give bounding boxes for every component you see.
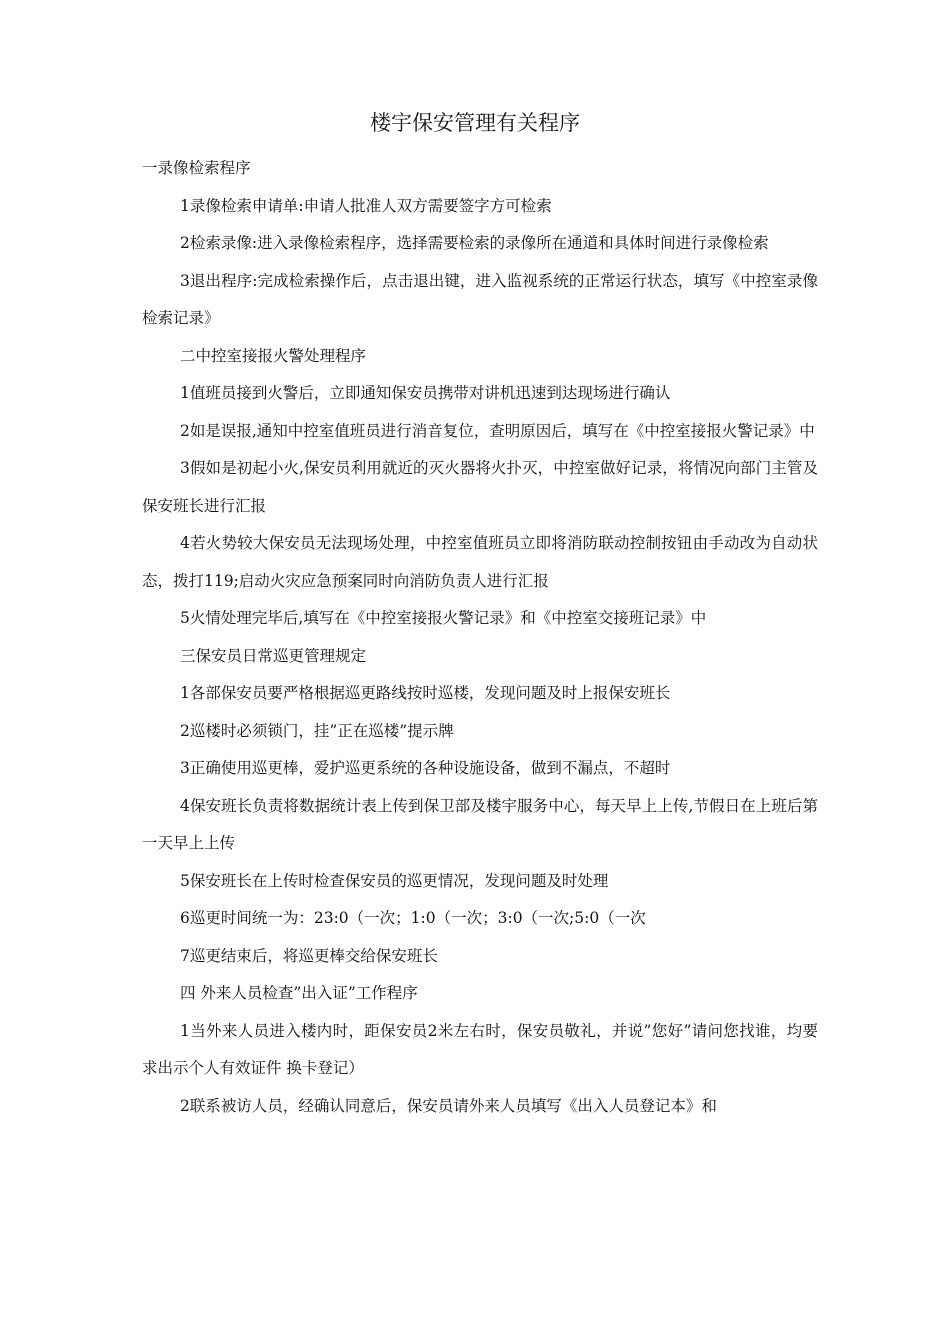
document-paragraph: 6巡更时间统一为：23:0（一次；1:0（一次；3:0（一次;5:0（一次 [180, 909, 646, 927]
document-paragraph: 1录像检索申请单:申请人批准人双方需要签字方可检索 [180, 196, 552, 215]
document-paragraph: 1各部保安员要严格根据巡更路线按时巡楼，发现问题及时上报保安班长 [180, 684, 671, 702]
document-paragraph: 2巡楼时必须锁门，挂”正在巡楼”提示牌 [180, 721, 454, 740]
document-paragraph: 3假如是初起小火,保安员利用就近的灭火器将火扑灭，中控室做好记录，将情况向部门主管及保安班长进行汇报 [142, 459, 818, 515]
document-paragraph: 2如是误报,通知中控室值班员进行消音复位，查明原因后，填写在《中控室接报火警记录》中 [180, 421, 815, 440]
document-paragraph: 四 外来人员检查”出入证”工作程序 [180, 984, 418, 1002]
document-paragraph: 2检索录像:进入录像检索程序，选择需要检索的录像所在通道和具体时间进行录像检索 [180, 234, 769, 252]
document-paragraph: 一录像检索程序 [142, 159, 251, 177]
document-paragraph: 1值班员接到火警后，立即通知保安员携带对讲机迅速到达现场进行确认 [180, 384, 671, 402]
document-paragraph: 3正确使用巡更棒，爱护巡更系统的各种设施设备，做到不漏点，不超时 [180, 759, 671, 777]
document-paragraph: 3退出程序:完成检索操作后，点击退出键，进入监视系统的正常运行状态，填写《中控室录像检索记录》 [142, 271, 818, 327]
document-paragraph: 7巡更结束后，将巡更棒交给保安班长 [180, 946, 438, 965]
document-paragraph: 5火情处理完毕后,填写在《中控室接报火警记录》和《中控室交接班记录》中 [180, 609, 707, 627]
document-paragraph: 4若火势较大保安员无法现场处理，中控室值班员立即将消防联动控制按钮由手动改为自动状态，拨打119;启动火灾应急预案同时向消防负责人进行汇报 [142, 534, 818, 590]
document-body [142, 150, 818, 1125]
document-title: 楼宇保安管理有关程序 [370, 111, 580, 135]
document-paragraph: 三保安员日常巡更管理规定 [180, 646, 367, 665]
document-paragraph: 5保安班长在上传时检查保安员的巡更情况，发现问题及时处理 [180, 871, 609, 890]
document-paragraph: 1当外来人员进入楼内时，距保安员2米左右时，保安员敬礼，并说”您好”请问您找谁，均要求出示个人有效证件 换卡登记） [142, 1021, 818, 1077]
document-paragraph: 2联系被访人员，经确认同意后，保安员请外来人员填写《出入人员登记本》和 [180, 1096, 717, 1115]
document-paragraph: 4保安班长负责将数据统计表上传到保卫部及楼宇服务中心，每天早上上传,节假日在上班后第一天早上上传 [142, 796, 818, 852]
document-paragraph: 二中控室接报火警处理程序 [180, 346, 367, 365]
